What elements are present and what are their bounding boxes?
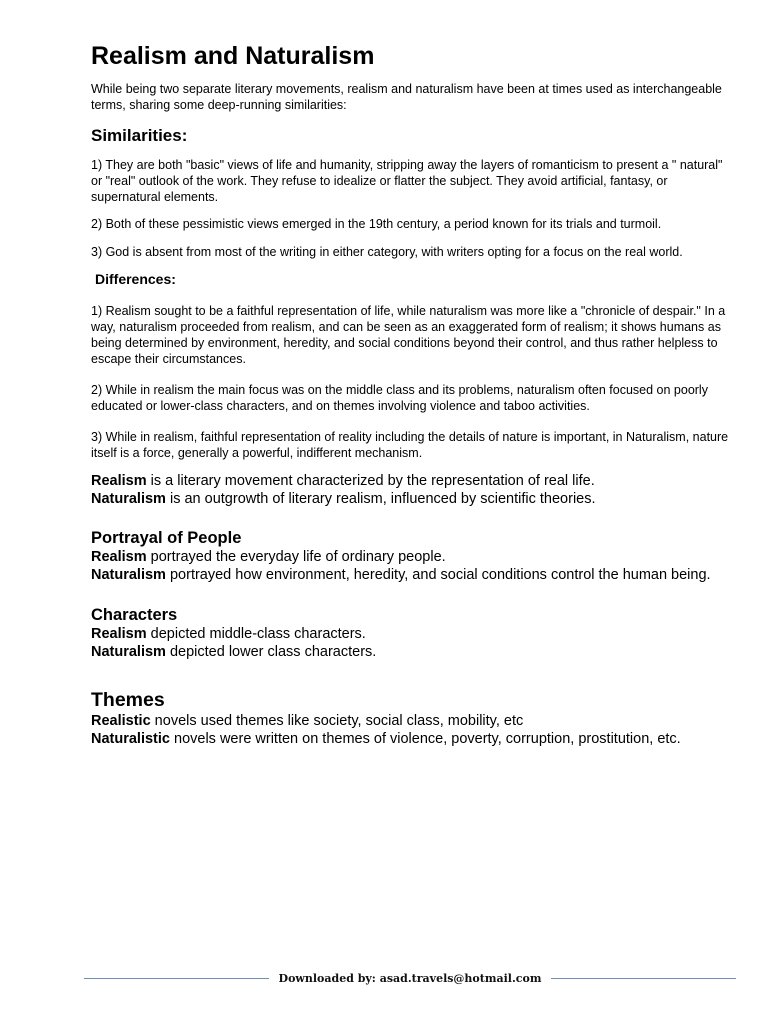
characters-naturalism-text: depicted lower class characters. — [165, 644, 377, 660]
page-title: Realism and Naturalism — [91, 42, 375, 70]
footer-download-text: Downloaded by: asad.travels@hotmail.com — [278, 971, 542, 985]
characters-realism-text: depicted middle-class characters. — [146, 626, 366, 642]
portrayal-naturalism-term: Naturalism — [91, 567, 166, 583]
characters-realism-term: Realism — [91, 626, 147, 642]
portrayal-naturalism — [91, 566, 731, 584]
footer-rule-right — [551, 978, 736, 979]
characters-naturalism-term: Naturalism — [91, 644, 166, 660]
footer-rule-left — [84, 978, 269, 979]
definition-realism-text: is a literary movement characterized by the representation of real life. — [146, 473, 595, 489]
similarities-heading: Similarities: — [91, 126, 188, 145]
download-footer — [84, 969, 736, 987]
themes-section — [91, 688, 731, 748]
term-realism: Realism — [91, 473, 147, 489]
definition-naturalism-text: is an outgrowth of literary realism, influenced by scientific theories. — [165, 491, 596, 507]
themes-naturalism-text: novels were written on themes of violence, poverty, corruption, prostitution, etc. — [169, 731, 681, 747]
characters-heading: Characters — [91, 606, 178, 624]
intro-paragraph: While being two separate literary movements, realism and naturalism have been at times used as interchangeable terms, sharing some deep-running similarities: — [91, 82, 722, 112]
themes-realism — [91, 712, 731, 730]
difference-item-1: 1) Realism sought to be a faithful representation of life, while naturalism was more like a "chronicle of despair." In a way, naturalism proceeded from realism, and can be seen as an exaggerated form of realism; it shows humans as being determined by environment, heredity, and social conditions beyond their control, and thus rather helpless to escape their circumstances. — [91, 304, 726, 366]
definition-naturalism — [91, 490, 731, 508]
themes-realism-term: Realistic — [91, 713, 151, 729]
portrayal-heading: Portrayal of People — [91, 529, 242, 547]
similarity-item-1: 1) They are both "basic" views of life and humanity, stripping away the layers of romanticism to present a " natural" or "real" outlook of the work. They refuse to idealize or flatter the subject. They avoid artificial, fantasy, or supernatural elements. — [91, 158, 723, 204]
difference-item-2: 2) While in realism the main focus was on the middle class and its problems, naturalism often focused on poorly educated or lower-class characters, and on themes involving violence and taboo activities. — [91, 383, 708, 413]
characters-section — [91, 605, 731, 661]
definition-realism — [91, 472, 731, 490]
characters-realism — [91, 625, 731, 643]
themes-naturalism-term: Naturalistic — [91, 731, 170, 747]
differences-heading: Differences: — [95, 271, 176, 287]
similarity-item-2: 2) Both of these pessimistic views emerged in the 19th century, a period known for its trials and turmoil. — [91, 217, 662, 231]
themes-realism-text: novels used themes like society, social class, mobility, etc — [150, 713, 524, 729]
portrayal-realism — [91, 548, 731, 566]
portrayal-section — [91, 528, 731, 584]
portrayal-realism-term: Realism — [91, 549, 147, 565]
themes-naturalism — [91, 730, 731, 748]
difference-item-3: 3) While in realism, faithful representation of reality including the details of nature is important, in Naturalism, nature itself is a force, generally a powerful, indifferent mechanism. — [91, 430, 729, 460]
similarity-item-3: 3) God is absent from most of the writing in either category, with writers opting for a focus on the real world. — [91, 245, 683, 259]
portrayal-naturalism-text: portrayed how environment, heredity, and social conditions control the human being. — [165, 567, 711, 583]
term-naturalism: Naturalism — [91, 491, 166, 507]
themes-heading: Themes — [91, 689, 165, 711]
characters-naturalism — [91, 643, 731, 661]
document-page — [91, 36, 731, 748]
definitions-block — [91, 472, 731, 508]
portrayal-realism-text: portrayed the everyday life of ordinary people. — [146, 549, 446, 565]
